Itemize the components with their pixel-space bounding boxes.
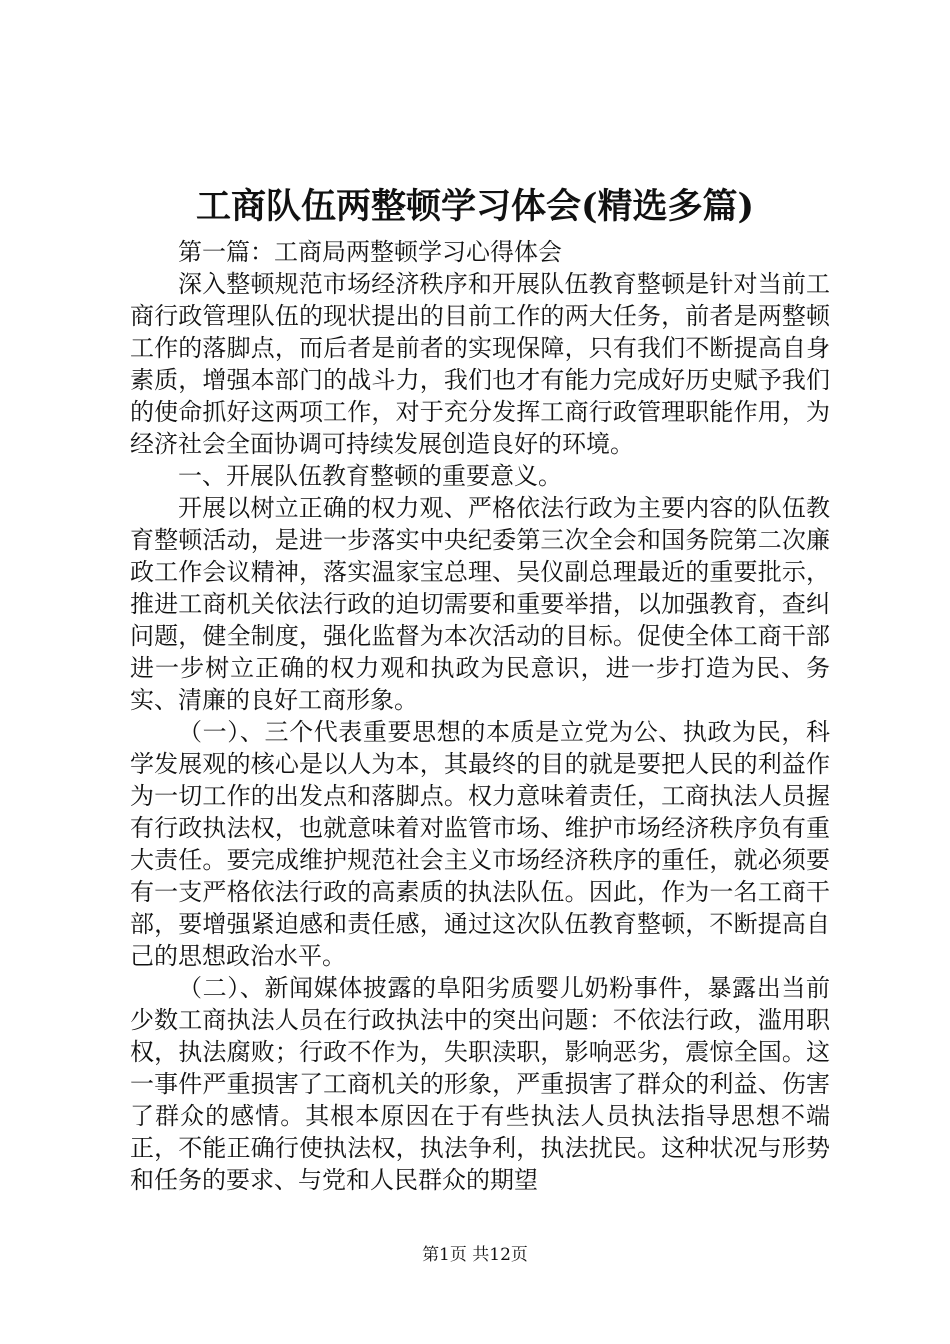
document-body bbox=[130, 236, 830, 1196]
body-paragraph: 深入整顿规范市场经济秩序和开展队伍教育整顿是针对当前工商行政管理队伍的现状提出的目前工作的两大任务，前者是两整顿工作的落脚点，而后者是前者的实现保障，只有我们不断提高自身素质，增强本部门的战斗力，我们也才有能力完成好历史赋予我们的使命抓好这两项工作，对于充分发挥工商行政管理职能作用，为经济社会全面协调可持续发展创造良好的环境。 bbox=[130, 270, 830, 458]
body-paragraph: 开展以树立正确的权力观、严格依法行政为主要内容的队伍教育整顿活动，是进一步落实中央纪委第三次全会和国务院第二次廉政工作会议精神，落实温家宝总理、吴仪副总理最近的重要批示，推进工商机关依法行政的迫切需要和重要举措，以加强教育，查纠问题，健全制度，强化监督为本次活动的目标。促使全体工商干部进一步树立正确的权力观和执政为民意识，进一步打造为民、务实、清廉的良好工商形象。 bbox=[130, 494, 830, 714]
section-heading: 第一篇：工商局两整顿学习心得体会 bbox=[178, 238, 562, 266]
page-number: 第1页 共12页 bbox=[422, 1245, 528, 1265]
document-title: 工商队伍两整顿学习体会(精选多篇) bbox=[195, 186, 755, 227]
body-paragraph: （一）、三个代表重要思想的本质是立党为公、执政为民，科学发展观的核心是以人为本，其最终的目的就是要把人民的利益作为一切工作的出发点和落脚点。权力意味着责任，工商执法人员握有行政执法权，也就意味着对监管市场、维护市场经济秩序负有重大责任。要完成维护规范社会主义市场经济秩序的重任，就必须要有一支严格依法行政的高素质的执法队伍。因此，作为一名工商干部，要增强紧迫感和责任感，通过这次队伍教育整顿，不断提高自己的思想政治水平。 bbox=[130, 718, 830, 970]
body-paragraph: （二）、新闻媒体披露的阜阳劣质婴儿奶粉事件，暴露出当前少数工商执法人员在行政执法中的突出问题：不依法行政，滥用职权，执法腐败；行政不作为，失职渎职，影响恶劣，震惊全国。这一事件严重损害了工商机关的形象，严重损害了群众的利益、伤害了群众的感情。其根本原因在于有些执法人员执法指导思想不端正，不能正确行使执法权，执法争利，执法扰民。这种状况与形势和任务的要求、与党和人民群众的期望 bbox=[130, 974, 830, 1194]
subsection-heading: 一、开展队伍教育整顿的重要意义。 bbox=[178, 462, 562, 490]
